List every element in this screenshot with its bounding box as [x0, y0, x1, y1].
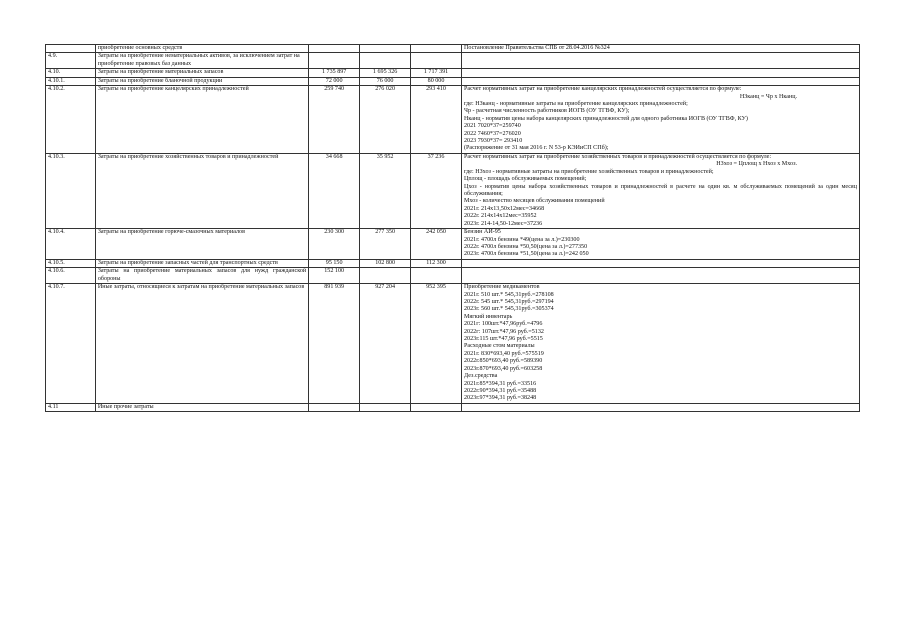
justification-line: 2022г.90*394,31 руб.=35488 — [464, 387, 537, 394]
row-title: приобретение основных средств — [95, 45, 308, 53]
row-justification — [462, 45, 860, 53]
justification-line: 2021г.85*394,31 руб.=33516 — [464, 380, 537, 387]
row-number: 4.10.2. — [46, 86, 96, 154]
value-2021 — [309, 45, 360, 53]
justification-line: 2022г. 214х14х12мес=35952 — [464, 213, 537, 220]
value-2023: 80 000 — [411, 77, 462, 85]
value-2023: 293 410 — [411, 86, 462, 154]
value-2023 — [411, 45, 462, 53]
justification-line: 2022г. 545 шт.* 545,31руб.=297194 — [464, 298, 554, 305]
table-row — [46, 259, 860, 267]
row-number: 4.10.5. — [46, 259, 96, 267]
row-title: Затраты на приобретение хозяйственных товаров и принадлежностей — [95, 153, 308, 228]
justification-line: 2021г. 4700л бензина *49(цена за л.)=230300 — [464, 236, 580, 243]
value-2023: 952 395 — [411, 284, 462, 404]
justification-line: Дез.средства — [464, 373, 498, 380]
table-row — [46, 268, 860, 284]
table-row — [46, 403, 860, 411]
value-2023: 1 717 391 — [411, 69, 462, 77]
table-row — [46, 69, 860, 77]
justification-line: где: НЗхоз - нормативные затраты на приобретение хозяйственных товаров и принадлежностей; — [464, 168, 714, 175]
row-title: Затраты на приобретение запасных частей для транспортных средств — [95, 259, 308, 267]
row-number: 4.10.3. — [46, 153, 96, 228]
value-2022 — [360, 268, 411, 284]
row-title: Затраты на приобретение нематериальных активов, за исключением затрат на приобретение правовых баз данных — [95, 53, 308, 69]
row-justification — [462, 86, 860, 154]
row-number: 4.10.4. — [46, 229, 96, 260]
justification-line: 2021г. 830*693,40 руб.=575519 — [464, 350, 544, 357]
justification-line: Цхоз - норматив цены набора хозяйственных товаров и принадлежностей в расчете на один кв. м обслуживаемых помещений за один месяц обслуживания; — [464, 183, 859, 198]
table-row — [46, 45, 860, 53]
justification-line: 2022г. 4700л бензина *50,50(цена за л.)=277350 — [464, 243, 588, 250]
table-row — [46, 53, 860, 69]
justification-line: 2023 7930*37= 293410 — [464, 138, 523, 145]
table-row — [46, 86, 860, 154]
value-2022 — [360, 45, 411, 53]
row-number: 4.10. — [46, 69, 96, 77]
justification-line: Бензин АИ-95 — [464, 229, 501, 236]
value-2022: 276 020 — [360, 86, 411, 154]
row-number: 4.10.7. — [46, 284, 96, 404]
justification-line: 2023г. 4700л бензина *51,50(цена за л.)=242 050 — [464, 251, 589, 258]
justification-line: Расходные стом материалы — [464, 343, 535, 350]
justification-line: Постановление Правительства СПБ от 28.04.2016 №324 — [464, 45, 610, 51]
row-justification — [462, 259, 860, 267]
value-2021: 72 000 — [309, 77, 360, 85]
justification-line: Нканц - норматив цены набора канцелярских принадлежностей для одного работника ИОГВ (ОУ ТГВФ, КУ) — [464, 115, 748, 122]
row-title: Затраты на приобретение канцелярских принадлежностей — [95, 86, 308, 154]
row-title: Иные затраты, относящиеся к затратам на приобретение материальных запасов — [95, 284, 308, 404]
justification-line: 2021г. 214х13,50х12мес=34668 — [464, 205, 545, 212]
table-row — [46, 153, 860, 228]
row-justification — [462, 284, 860, 404]
justification-line: 2023г.115 шт.*47,96 руб.=5515 — [464, 336, 543, 343]
table-row — [46, 284, 860, 404]
cost-table — [45, 44, 860, 412]
justification-line: 2022г.850*693,40 руб.=589390 — [464, 358, 543, 365]
row-justification — [462, 268, 860, 284]
row-number: 4.10.1. — [46, 77, 96, 85]
justification-line: 2023г.97*394,31 руб.=38248 — [464, 395, 537, 402]
row-justification — [462, 77, 860, 85]
value-2021: 95 150 — [309, 259, 360, 267]
row-title: Затраты на приобретение материальных запасов — [95, 69, 308, 77]
justification-line: 2022 7460*37=276020 — [464, 130, 521, 137]
row-title: Затраты на приобретение бланочной продукции — [95, 77, 308, 85]
row-title: Затраты на приобретение материальных запасов для нужд гражданской обороны — [95, 268, 308, 284]
justification-line: (Распоряжение от 31 мая 2016 г. N 53-р КЭИиСП СПб); — [464, 145, 609, 152]
row-number: 4.10.6. — [46, 268, 96, 284]
value-2021: 259 740 — [309, 86, 360, 154]
value-2021 — [309, 53, 360, 69]
justification-line: 2021 7020*37=259740 — [464, 123, 521, 130]
value-2022: 927 204 — [360, 284, 411, 404]
justification-line: Расчет нормативных затрат на приобретение хозяйственных товаров и принадлежностей осуществляется по формуле: — [464, 153, 772, 160]
value-2022: 35 952 — [360, 153, 411, 228]
value-2022: 1 695 326 — [360, 69, 411, 77]
row-number: 4.11 — [46, 403, 96, 411]
value-2023 — [411, 403, 462, 411]
justification-line: Приобретение медикаментов — [464, 284, 540, 291]
justification-line: 2023г. 560 шт.* 545,31руб.=305374 — [464, 306, 554, 313]
row-justification — [462, 53, 860, 69]
value-2023: 112 300 — [411, 259, 462, 267]
justification-line: 2021г. 510 шт.* 545,31руб.=278108 — [464, 291, 554, 298]
row-title: Затраты на приобретение горюче-смазочных материалов — [95, 229, 308, 260]
table-row — [46, 229, 860, 260]
justification-line: Мхоз - количество месяцев обслуживания помещений — [464, 198, 605, 205]
row-justification — [462, 229, 860, 260]
value-2022 — [360, 403, 411, 411]
justification-line: 2023г. 214-14,50-12мес=37236 — [464, 220, 543, 227]
justification-line: Расчет нормативных затрат на приобретение канцелярских принадлежностей осуществляется по формуле: — [464, 86, 742, 93]
justification-line: 2022г: 107шт.*47,96 руб.=5132 — [464, 328, 544, 335]
table-row — [46, 77, 860, 85]
value-2021: 230 300 — [309, 229, 360, 260]
value-2022 — [360, 53, 411, 69]
value-2023 — [411, 268, 462, 284]
justification-line: Чр - расчетная численность работников ИОГВ (ОУ ТГВФ, КУ); — [464, 108, 630, 115]
value-2022: 102 800 — [360, 259, 411, 267]
justification-line: Мягкий инвентарь — [464, 313, 513, 320]
justification-line: Цплощ - площадь обслуживаемых помещений; — [464, 176, 587, 183]
value-2023: 37 236 — [411, 153, 462, 228]
row-number: 4.9. — [46, 53, 96, 69]
row-justification — [462, 403, 860, 411]
row-title: Иные прочие затраты — [95, 403, 308, 411]
value-2021: 891 939 — [309, 284, 360, 404]
justification-line: 2021г: 100шт.*47,96руб.=4796 — [464, 321, 543, 328]
justification-line: НЗхоз = Цплощ х Нхоз х Мхоз. — [716, 161, 797, 168]
value-2021: 34 668 — [309, 153, 360, 228]
justification-line: где: НЗканц - нормативные затраты на приобретение канцелярских принадлежностей; — [464, 100, 688, 107]
value-2022: 277 350 — [360, 229, 411, 260]
row-justification — [462, 153, 860, 228]
value-2021: 1 735 897 — [309, 69, 360, 77]
value-2021: 152 100 — [309, 268, 360, 284]
row-number — [46, 45, 96, 53]
row-justification — [462, 69, 860, 77]
justification-line: 2023г.870*693,40 руб.=603258 — [464, 365, 543, 372]
justification-line: НЗканц = Чр х Нканц. — [739, 93, 797, 100]
value-2023: 242 050 — [411, 229, 462, 260]
value-2023 — [411, 53, 462, 69]
value-2021 — [309, 403, 360, 411]
value-2022: 76 000 — [360, 77, 411, 85]
